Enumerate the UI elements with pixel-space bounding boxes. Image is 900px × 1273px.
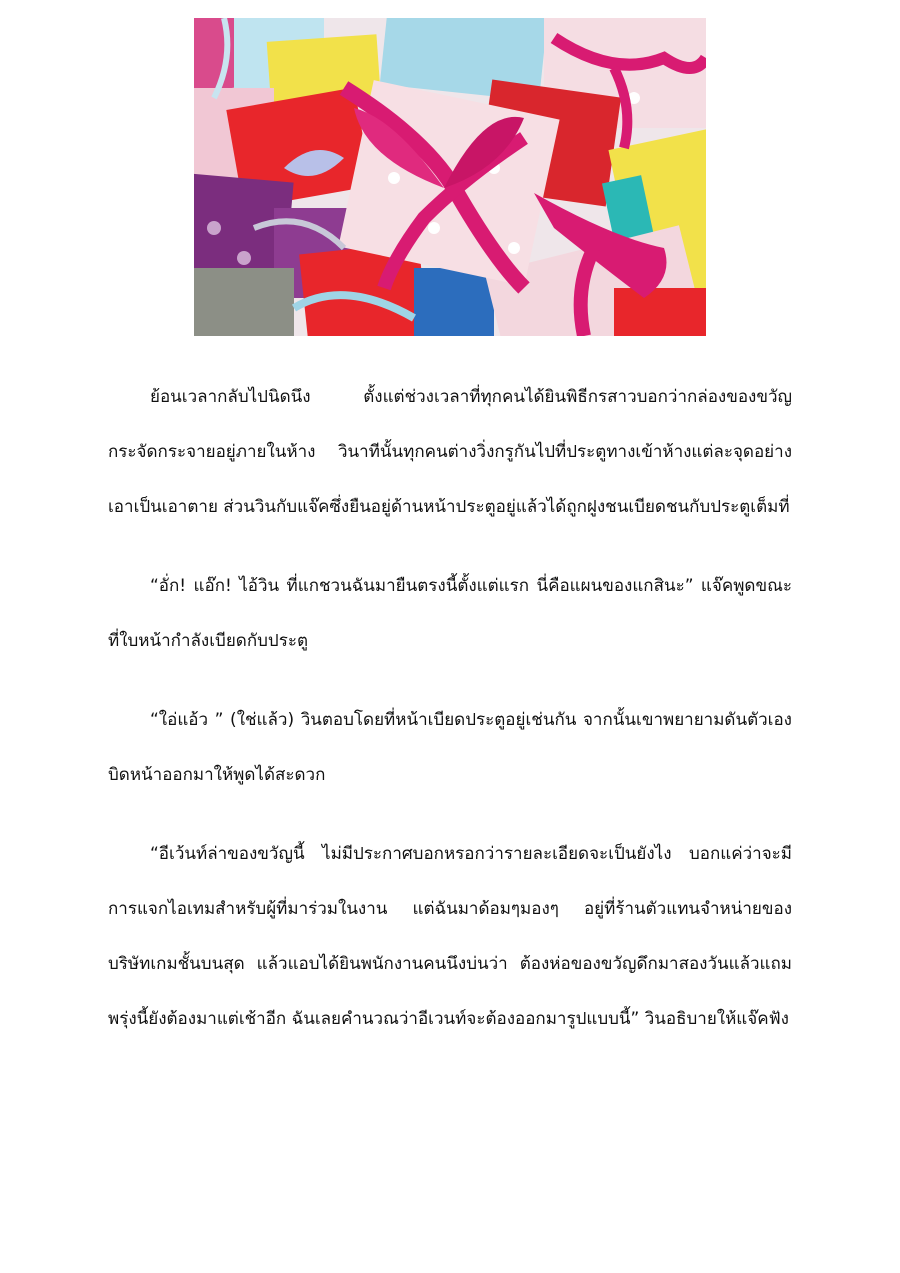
paragraph-2: “อั่ก! แอ๊ก! ไอ้วิน ที่แกชวนฉันมายืนตรงนี้ตั้งแต่แรก นี่คือแผนของแกสินะ” แจ๊คพูดขณะที่ใบหน้ากำลังเบียดกับประตู — [108, 576, 792, 651]
story-text — [108, 370, 792, 1071]
gift-boxes-image — [194, 18, 706, 336]
paragraph-3: “ใอ่แอ้ว ” (ใช่แล้ว) วินตอบโดยที่หน้าเบียดประตูอยู่เช่นกัน จากนั้นเขาพยายามดันตัวเองบิดหน้าออกมาให้พูดได้สะดวก — [108, 710, 792, 785]
paragraph-4: “อีเว้นท์ล่าของขวัญนี้ ไม่มีประกาศบอกหรอกว่ารายละเอียดจะเป็นยังไง บอกแค่ว่าจะมีการแจกไอเทมสำหรับผู้ที่มาร่วมในงาน แต่ฉันมาด้อมๆมองๆ อยู่ที่ร้านตัวแทนจำหน่ายของบริษัทเกมชั้นบนสุด แล้วแอบได้ยินพนักงานคนนึงบ่นว่า ต้องห่อของขวัญดึกมาสองวันแล้วแถมพรุ่งนี้ยังต้องมาแต่เช้าอีก ฉันเลยคำนวณว่าอีเวนท์จะต้องออกมารูปแบบนี้” วินอธิบายให้แจ๊คฟัง — [108, 844, 792, 1029]
paragraph-1: ย้อนเวลากลับไปนิดนึง ตั้งแต่ช่วงเวลาที่ทุกคนได้ยินพิธีกรสาวบอกว่ากล่องของขวัญกระจัดกระจายอยู่ภายในห้าง วินาทีนั้นทุกคนต่างวิ่งกรูกันไปที่ประตูทางเข้าห้างแต่ละจุดอย่างเอาเป็นเอาตาย ส่วนวินกับแจ๊คซึ่งยืนอยู่ด้านหน้าประตูอยู่แล้วได้ถูกฝูงชนเบียดชนกับประตูเต็มที่ — [108, 387, 792, 517]
gift-boxes-illustration — [194, 18, 706, 336]
